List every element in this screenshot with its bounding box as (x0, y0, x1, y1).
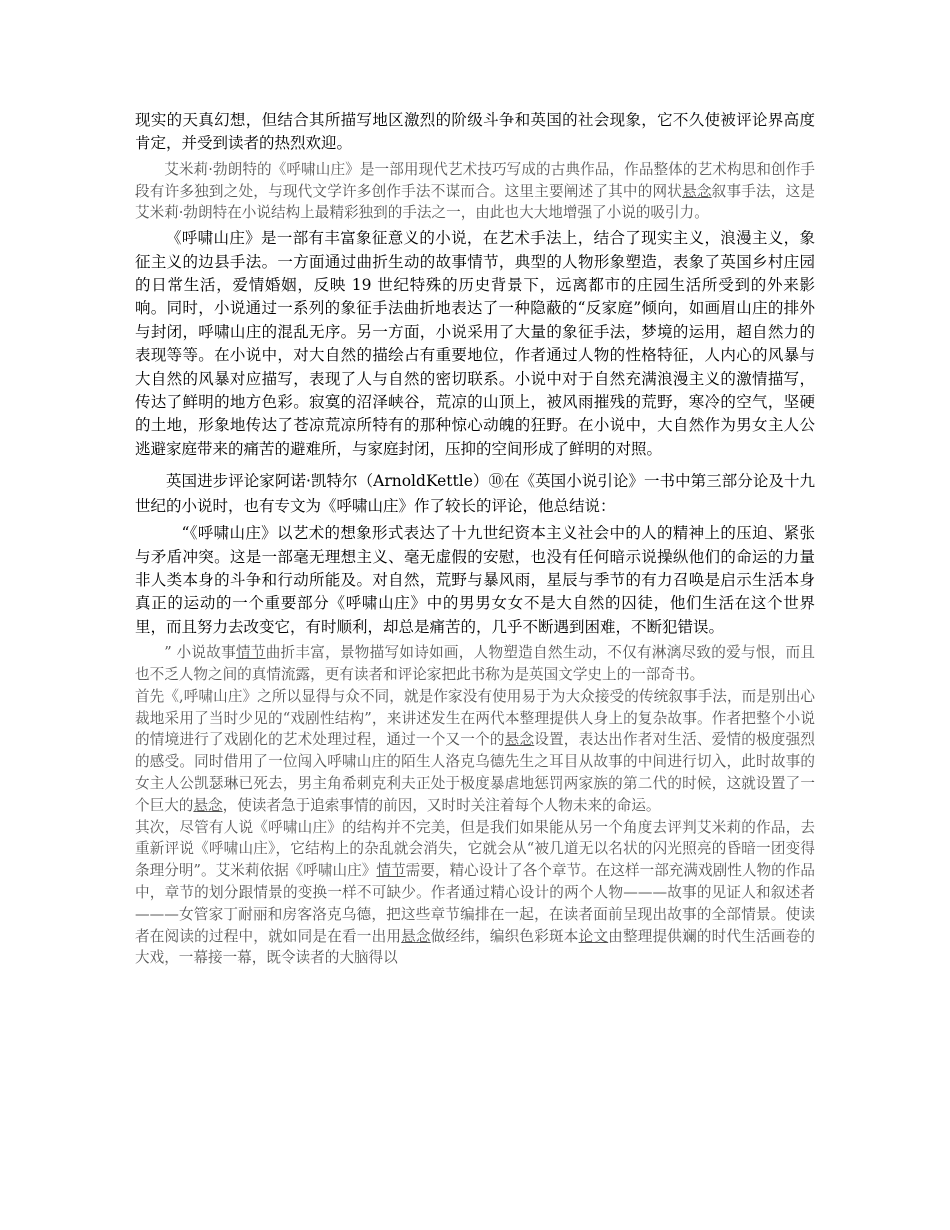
document-page (135, 109, 815, 969)
link-suspense[interactable]: 悬念 (504, 731, 535, 749)
paragraph-7-text-a: 首先《,呼啸山庄》之所以显得与众不同，就是作家没有使用易于为大众接受的传统叙事手法，而是别出心裁地采用了当时少见的“戏剧性结构”，来讲述发生在两代本整理提供人身上的复杂故事。作者把整个小说的情境进行了戏剧化的艺术处理过程，通过一个又一个的 (135, 687, 815, 749)
paragraph-6-text-b: 曲折丰富，景物描写如诗如画，人物塑造自然生动，不仅有淋漓尽致的爱与恨，而且也不乏人物之间的真情流露，更有读者和评论家把此书称为是英国文学史上的一部奇书。 (135, 644, 815, 684)
link-suspense[interactable]: 悬念 (193, 796, 223, 814)
paragraph-7 (135, 686, 815, 817)
paragraph-6-text-a: ” 小说故事 (164, 644, 236, 662)
link-plot[interactable]: 情节 (235, 644, 266, 662)
paragraph-8-text-a: 其次，尽管有人说《呼啸山庄》的结构并不完美，但是我们如果能从另一个角度去评判艾米莉的作品，去重新评说《呼啸山庄》，它结构上的杂乱就会消失，它就会从“被几道无以名状的闪光照亮的昏暗一团变得条理分明”。艾米莉依据《呼啸山庄》 (135, 818, 815, 880)
paragraph-3: 《呼啸山庄》是一部有丰富象征意义的小说，在艺术手法上，结合了现实主义，浪漫主义，象征主义的边县手法。一方面通过曲折生动的故事情节，典型的人物形象塑造，表象了英国乡村庄园的日常生活，爱情婚姻，反映 19 世纪特殊的历史背景下，远离都市的庄园生活所受到的外来影响。同时，小说通过一系列的象征手法曲折地表达了一种隐蔽的“反家庭”倾向，如画眉山庄的排外与封闭，呼啸山庄的混乱无序。另一方面，小说采用了大量的象征手法，梦境的运用，超自然力的表现等等。在小说中，对大自然的描绘占有重要地位，作者通过人物的性格特征，人内心的风暴与大自然的风暴对应描写，表现了人与自然的密切联系。小说中对于自然充满浪漫主义的激情描写，传达了鲜明的地方色彩。寂寞的沼泽峡谷，荒凉的山顶上，被风雨摧残的荒野，寒冷的空气，坚硬的土地，形象地传达了苍凉荒凉所特有的那种惊心动魄的狂野。在小说中，大自然作为男女主人公逃避家庭带来的痛苦的避难所，与家庭封闭，压抑的空间形成了鲜明的对照。 (135, 229, 815, 458)
link-suspense[interactable]: 悬念 (682, 182, 712, 200)
paragraph-4: 英国进步评论家阿诺·凯特尔（ArnoldKettle）⑩在《英国小说引论》一书中第三部分论及十九世纪的小说时，也有专文为《呼啸山庄》作了较长的评论，他总结说： (135, 472, 815, 516)
link-plot[interactable]: 情节 (376, 862, 406, 880)
paragraph-2-text-b: 叙事手法，这是艾米莉·勃朗特在小说结构上最精彩独到的手法之一，由此也大大地增强了小说的吸引力。 (135, 182, 815, 222)
paragraph-5-quote: “《呼啸山庄》以艺术的想象形式表达了十九世纪资本主义社会中的人的精神上的压迫、紧张与矛盾冲突。这是一部毫无理想主义、毫无虚假的安慰，也没有任何暗示说操纵他们的命运的力量非人类本身的斗争和行动所能及。对自然，荒野与暴风雨，星辰与季节的有力召唤是启示生活本身真正的运动的一个重要部分《呼啸山庄》中的男男女女不是大自然的囚徒，他们生活在这个世界里，而且努力去改变它，有时顺利，却总是痛苦的，几乎不断遇到困难，不断犯错误。 (135, 524, 815, 636)
paragraph-1: 现实的天真幻想，但结合其所描写地区激烈的阶级斗争和英国的社会现象，它不久使被评论界高度肯定，并受到读者的热烈欢迎。 (135, 111, 815, 153)
paragraph-6 (135, 642, 815, 686)
paragraph-7-text-b: 设置，表达出作者对生活、爱情的极度强烈的感受。同时借用了一位闯入呼啸山庄的陌生人洛克乌德先生之耳目从故事的中间进行切入，此时故事的女主人公凯瑟琳已死去，男主角希刺克利夫正处于极度暴虐地惩罚两家族的第二代的时候，这就设置了一个巨大的 (135, 731, 815, 814)
link-thesis[interactable]: 论文 (578, 927, 609, 945)
paragraph-8-text-b: 需要，精心设计了各个章节。在这样一部充满戏剧性人物的作品中，章节的划分跟情景的变换一样不可缺少。作者通过精心设计的两个人物———故事的见证人和叙述者———女管家丁耐丽和房客洛克乌德，把这些章节编排在一起，在读者面前呈现出故事的全部情景。使读者在阅读的过程中，就如同是在看一出用 (135, 862, 815, 945)
link-suspense[interactable]: 悬念 (401, 927, 431, 945)
paragraph-8 (135, 817, 815, 970)
paragraph-2-text-a: 艾米莉·勃朗特的《呼啸山庄》是一部用现代艺术技巧写成的古典作品，作品整体的艺术构思和创作手段有许多独到之处，与现代文学许多创作手法不谋而合。这里主要阐述了其中的网状 (135, 160, 815, 200)
paragraph-7-text-c: ，使读者急于追索事情的前因，又时时关注着每个人物未来的命运。 (222, 796, 661, 814)
paragraph-8-text-d: 由整理提供斓的时代生活画卷的大戏，一幕接一幕，既令读者的大脑得以 (135, 927, 815, 967)
paragraph-8-text-c: 做经纬，编织色彩斑本 (430, 927, 579, 945)
paragraph-2 (135, 159, 815, 224)
